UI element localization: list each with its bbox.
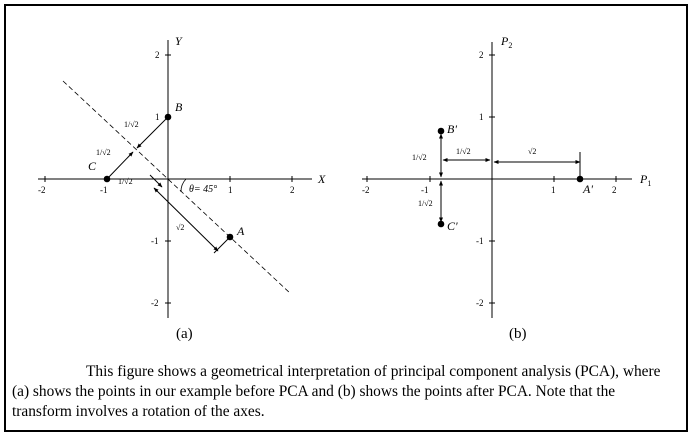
- panel-b-y-tick-neg1: -1: [476, 236, 484, 246]
- panel-a-x-tick-neg2: -2: [38, 185, 46, 195]
- panel-b-point-c: [438, 221, 445, 228]
- panel-b-x-tick-neg2: -2: [362, 185, 370, 195]
- panel-a-point-c: [104, 176, 111, 183]
- figure-caption: This figure shows a geometrical interpretation of principal component analysis (PCA), where (a) shows the points in our example before PCA and (b) shows the points after PCA. Note that the transform involves a rotation of the axes.: [12, 363, 661, 420]
- panel-b-x-axis-label: $P_1$: [640, 172, 652, 188]
- panel-b-point-c-label: C': [447, 219, 458, 233]
- panel-b-sublabel: (b): [509, 326, 527, 342]
- panel-a-x-tick-neg1: -1: [100, 185, 108, 195]
- panel-a-c-projection-arrow: [107, 152, 133, 179]
- panel-a-point-b-label: B: [175, 100, 183, 114]
- panel-b-x-tick-2: 2: [612, 185, 617, 195]
- panel-a-y-tick-neg1: -1: [151, 236, 159, 246]
- panel-a-dist-upper: 1/√2: [124, 120, 139, 129]
- panel-a-angle-label: θ= 45°: [189, 184, 218, 195]
- panel-b-y-tick-2: 2: [479, 50, 484, 60]
- panel-a-point-a: [227, 234, 234, 241]
- panel-a-x-axis-label: X: [318, 172, 326, 186]
- panel-b-dist-b-vertical: 1/√2: [412, 153, 427, 162]
- panel-a-x-tick-2: 2: [290, 185, 295, 195]
- panel-a-point-b: [165, 114, 172, 121]
- panel-a-y-tick-neg2: -2: [151, 298, 159, 308]
- panel-b-point-b-label: B': [447, 122, 457, 136]
- panel-a: [38, 34, 326, 342]
- panel-a-dist-lower: 1/√2: [118, 177, 133, 186]
- panel-a-y-tick-2: 2: [155, 50, 160, 60]
- panel-a-a-projection: [214, 237, 230, 253]
- panel-a-y-axis-label: Y: [175, 34, 182, 48]
- panel-a-b-projection-arrow: [137, 117, 168, 148]
- panel-b-dist-c-vertical: 1/√2: [418, 199, 433, 208]
- panel-a-point-c-label: C: [88, 159, 97, 173]
- panel-b-dist-a-horizontal: √2: [528, 147, 537, 156]
- panel-a-sublabel: (a): [176, 326, 193, 342]
- panel-a-dist-middle: 1/√2: [96, 148, 111, 157]
- panel-b-point-a-label: A': [583, 182, 593, 196]
- panel-b-x-tick-neg1: -1: [421, 185, 429, 195]
- panel-b-dist-b-horizontal: 1/√2: [456, 147, 471, 156]
- panel-a-angle-arc: [181, 179, 186, 192]
- panel-b-y-tick-neg2: -2: [476, 298, 484, 308]
- panel-a-short-arrow: [150, 175, 162, 187]
- panel-b-y-tick-1: 1: [479, 112, 484, 122]
- panel-b-x-tick-1: 1: [551, 185, 556, 195]
- panel-a-point-a-label: A: [237, 224, 245, 238]
- panel-b-y-axis-label: $P_2$: [501, 34, 513, 50]
- panel-b-point-b: [438, 128, 445, 135]
- panel-b: [362, 34, 651, 342]
- panel-a-x-tick-1: 1: [228, 185, 233, 195]
- panel-a-diagonal-arrow: [154, 188, 218, 251]
- panel-a-dist-diagonal: √2: [176, 223, 185, 232]
- panel-a-y-tick-1: 1: [155, 112, 160, 122]
